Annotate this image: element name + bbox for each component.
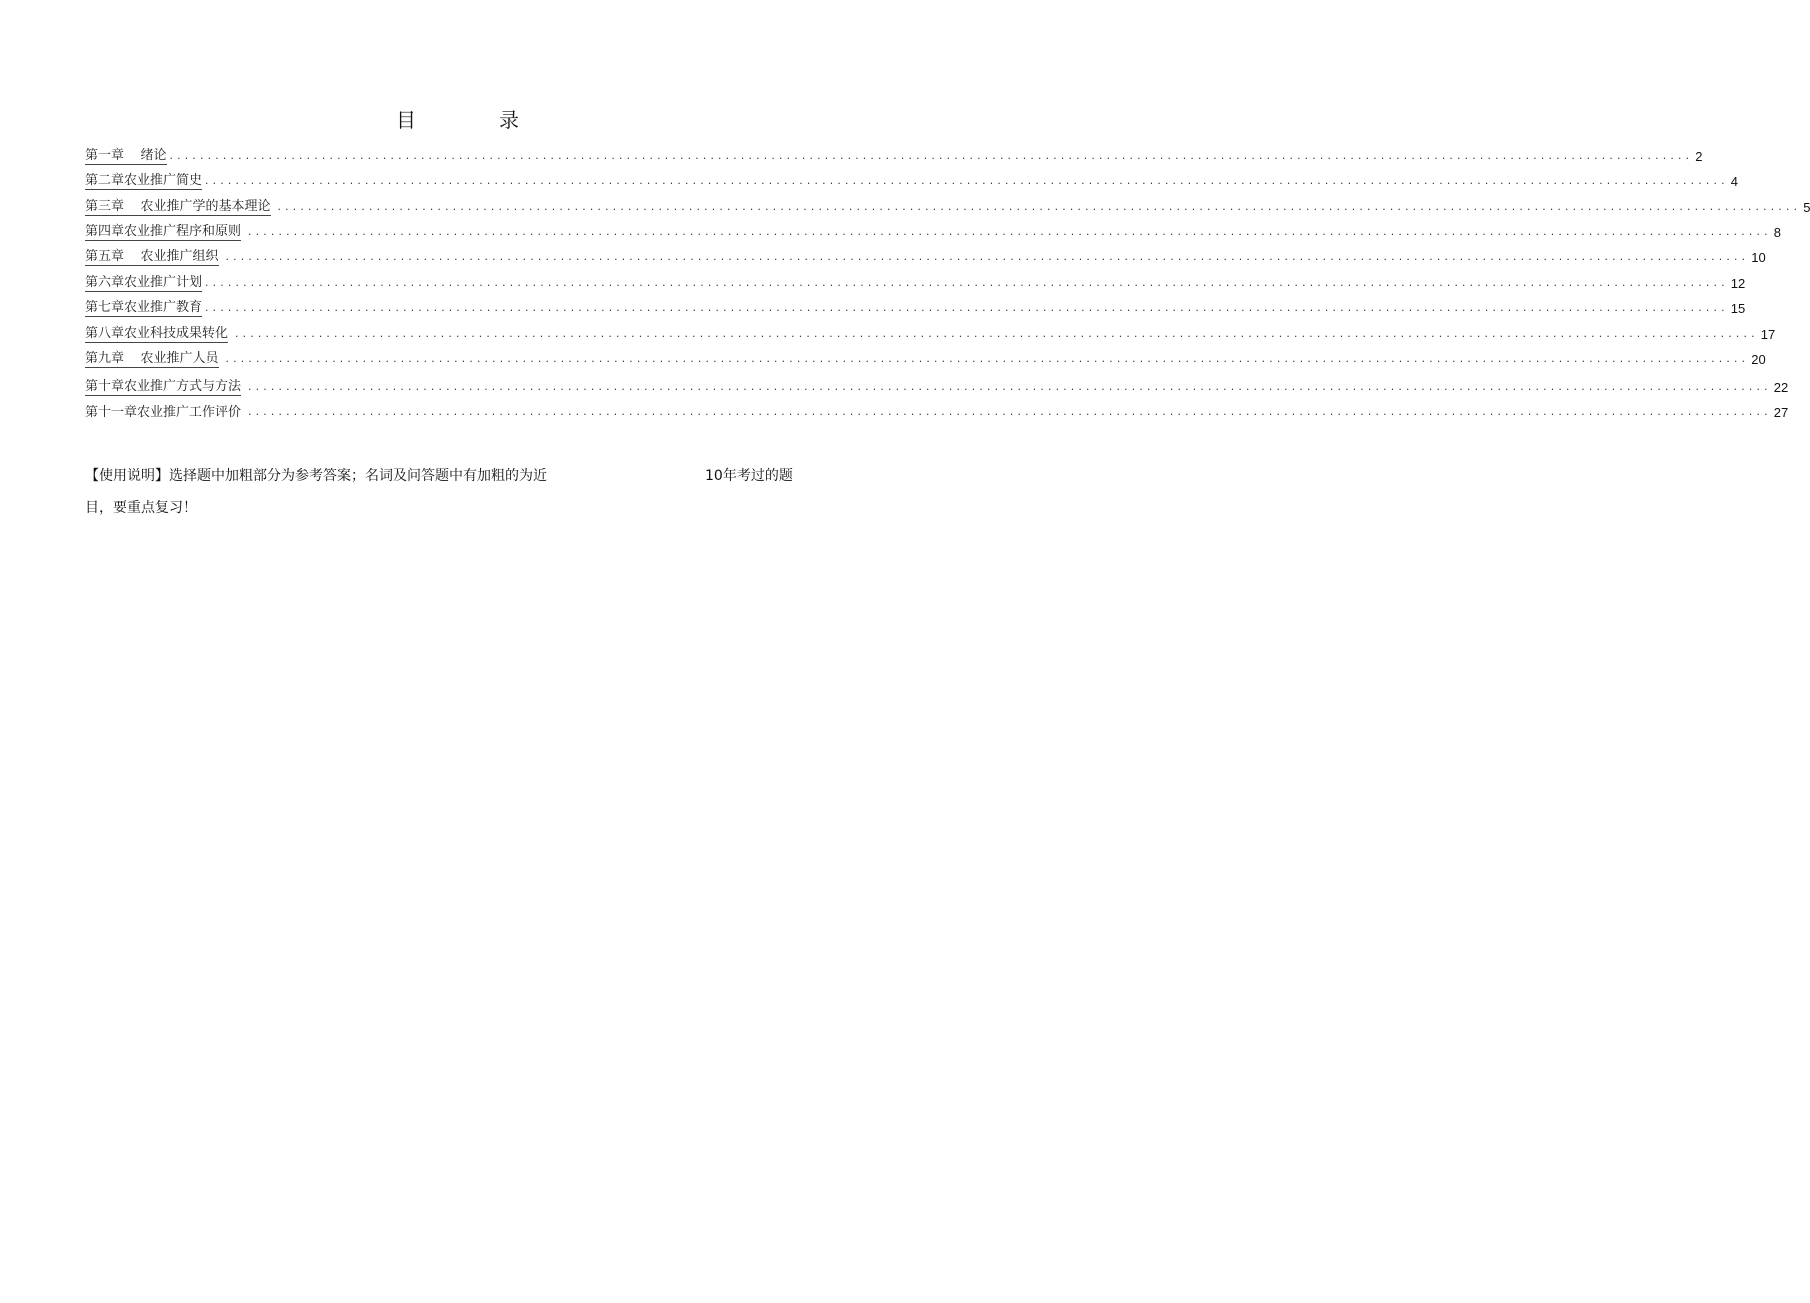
toc-dot-leader: ........................................................................................................................................................................................................	[204, 304, 1728, 314]
toc-entry-label[interactable]: 第二章农业推广简史	[85, 173, 203, 188]
toc-entry-page: 22	[1773, 380, 1789, 395]
toc-entry-chapter-11[interactable]	[85, 399, 1789, 421]
toc-entry-page: 4	[1730, 174, 1738, 189]
toc-entry-label[interactable]: 第四章农业推广程序和原则	[85, 224, 242, 239]
toc-dot-leader: ........................................................................................................................................................................................................	[168, 152, 1693, 162]
toc-entry-page: 10	[1751, 250, 1766, 265]
toc-entry-page: 27	[1773, 405, 1789, 420]
toc-entry-page: 20	[1751, 352, 1766, 367]
toc-dot-leader: ........................................................................................................................................................................................................	[247, 408, 1771, 418]
toc-entry-page: 17	[1760, 327, 1776, 342]
usage-note-line-2: 目，要重点复习！	[85, 500, 197, 516]
toc-entry-chapter-3[interactable]	[85, 194, 1810, 216]
toc-entry-page: 15	[1730, 301, 1746, 316]
toc-entry-page: 8	[1773, 225, 1781, 240]
toc-entry-chapter-2[interactable]	[85, 168, 1738, 190]
toc-dot-leader: ........................................................................................................................................................................................................	[204, 177, 1728, 187]
toc-entry-chapter-5[interactable]	[85, 244, 1766, 266]
toc-entry-chapter-1[interactable]	[85, 143, 1703, 165]
toc-entry-chapter-9[interactable]	[85, 346, 1766, 368]
page-title	[0, 104, 920, 132]
toc-entry-label[interactable]: 第一章 绪论	[85, 148, 167, 163]
toc-dot-leader: ........................................................................................................................................................................................................	[224, 355, 1749, 365]
toc-dot-leader: ........................................................................................................................................................................................................	[204, 279, 1728, 289]
toc-entry-label[interactable]: 第十一章农业推广工作评价	[85, 405, 242, 420]
usage-note	[85, 460, 825, 524]
toc-entry-label[interactable]: 第七章农业推广教育	[85, 300, 203, 315]
toc-entry-chapter-7[interactable]	[85, 295, 1746, 317]
toc-entry-label[interactable]: 第三章 农业推广学的基本理论	[85, 199, 271, 214]
toc-entry-page: 12	[1730, 276, 1746, 291]
toc-entry-label[interactable]: 第八章农业科技成果转化	[85, 326, 229, 341]
usage-note-line-1	[85, 460, 825, 492]
page-title-char-1: 目	[396, 108, 416, 132]
toc-dot-leader: ........................................................................................................................................................................................................	[234, 330, 1758, 340]
toc-dot-leader: ........................................................................................................................................................................................................	[276, 203, 1801, 213]
toc-entry-label[interactable]: 第六章农业推广计划	[85, 275, 203, 290]
usage-note-text-continued: 10年考过的题	[705, 468, 793, 484]
toc-entry-page: 5	[1803, 200, 1810, 215]
toc-entry-chapter-8[interactable]	[85, 321, 1776, 343]
toc-entry-label[interactable]: 第十章农业推广方式与方法	[85, 379, 242, 394]
page-title-char-2: 录	[499, 108, 519, 132]
toc-entry-label[interactable]: 第九章 农业推广人员	[85, 351, 219, 366]
toc-entry-page: 2	[1695, 149, 1703, 164]
toc-entry-chapter-4[interactable]	[85, 219, 1781, 241]
toc-entry-chapter-6[interactable]	[85, 270, 1746, 292]
toc-dot-leader: ........................................................................................................................................................................................................	[224, 253, 1749, 263]
toc-entry-label[interactable]: 第五章 农业推广组织	[85, 249, 219, 264]
toc-dot-leader: ........................................................................................................................................................................................................	[247, 383, 1771, 393]
toc-dot-leader: ........................................................................................................................................................................................................	[247, 228, 1771, 238]
toc-entry-chapter-10[interactable]	[85, 374, 1789, 396]
usage-note-text: 【使用说明】选择题中加粗部分为参考答案；名词及问答题中有加粗的为近	[85, 468, 547, 484]
